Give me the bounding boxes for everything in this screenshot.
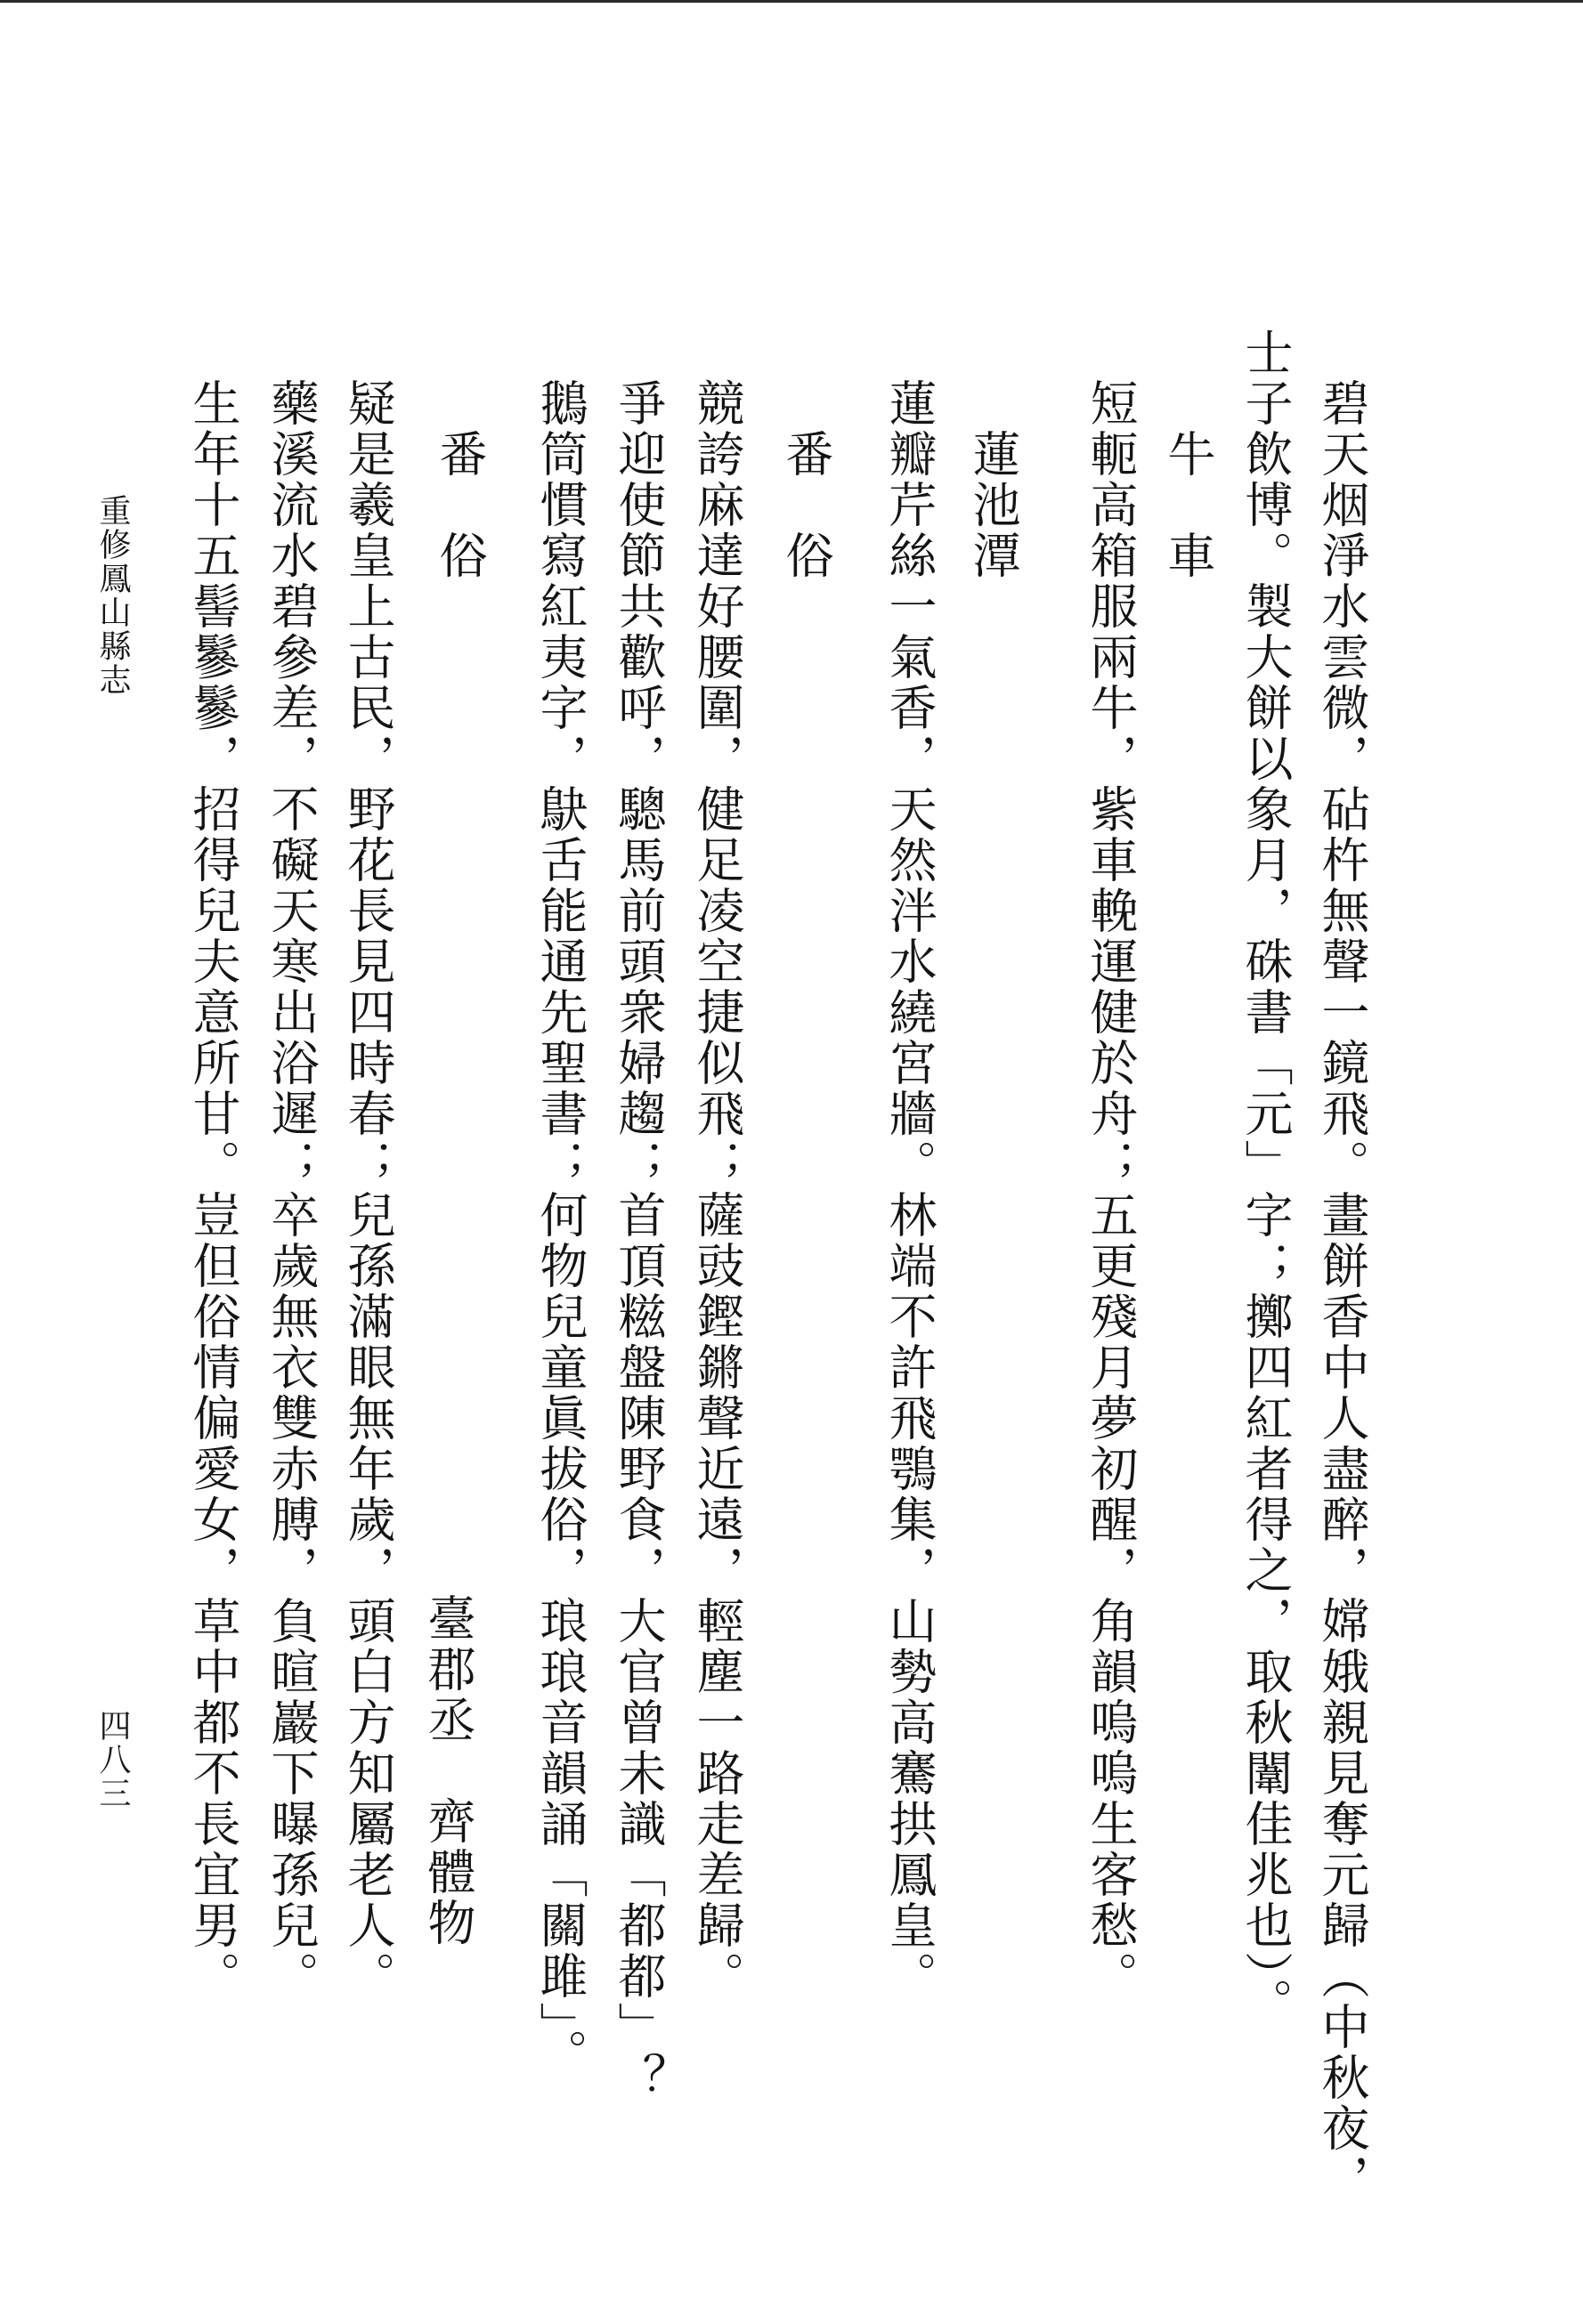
text-column: 疑是羲皇上古民，野花長見四時春；兒孫滿眼無年歲，頭白方知屬老人。: [340, 378, 396, 2002]
text-column: 生年十五髻鬖鬖，招得兒夫意所甘。豈但俗情偏愛女，草中都不長宜男。: [185, 378, 241, 2002]
text-column: 士子飲博。製大餅以象月，硃書「元」字；擲四紅者得之，取秋闈佳兆也）。: [1238, 328, 1294, 2028]
section-heading: 蓮池潭: [965, 429, 1021, 581]
text-column: 競誇麻達好腰圍，健足凌空捷似飛；薩豉鏗鏘聲近遠，輕塵一路走差歸。: [689, 378, 745, 2002]
page-number: 四八三: [94, 1709, 131, 1810]
section-heading: 番 俗: [432, 429, 488, 581]
text-column: 爭迎使節共歡呼，驄馬前頭衆婦趨；首頂糍盤陳野食，大官曾未識「都都」？: [611, 378, 667, 2103]
text-column: 碧天烟淨水雲微，砧杵無聲一鏡飛。畫餅香中人盡醉，嫦娥親見奪元歸（中秋夜，: [1314, 378, 1370, 2205]
section-heading: 番 俗: [778, 429, 834, 581]
book-title: 重修鳳山縣志: [94, 494, 131, 697]
top-rule: [0, 0, 1583, 3]
text-column: 短軛高箱服兩牛，紫車輓運健於舟；五更殘月夢初醒，角韻嗚嗚生客愁。: [1083, 378, 1139, 2002]
author-line: 臺郡丞 齊體物: [420, 1593, 476, 1948]
text-column: 鵝筒慣寫紅夷字，鴃舌能通先聖書；何物兒童眞拔俗，琅琅音韻誦「關雎」。: [532, 378, 589, 2079]
text-column: 藥溪流水碧參差，不礙天寒出浴遲；卒歲無衣雙赤膊，負暄巖下曝孫兒。: [264, 378, 320, 2002]
text-column: 蓮瓣芹絲一氣香，天然泮水繞宮牆。林端不許飛鶚集，山勢高騫拱鳳皇。: [881, 378, 938, 2002]
section-heading: 牛 車: [1160, 429, 1216, 581]
